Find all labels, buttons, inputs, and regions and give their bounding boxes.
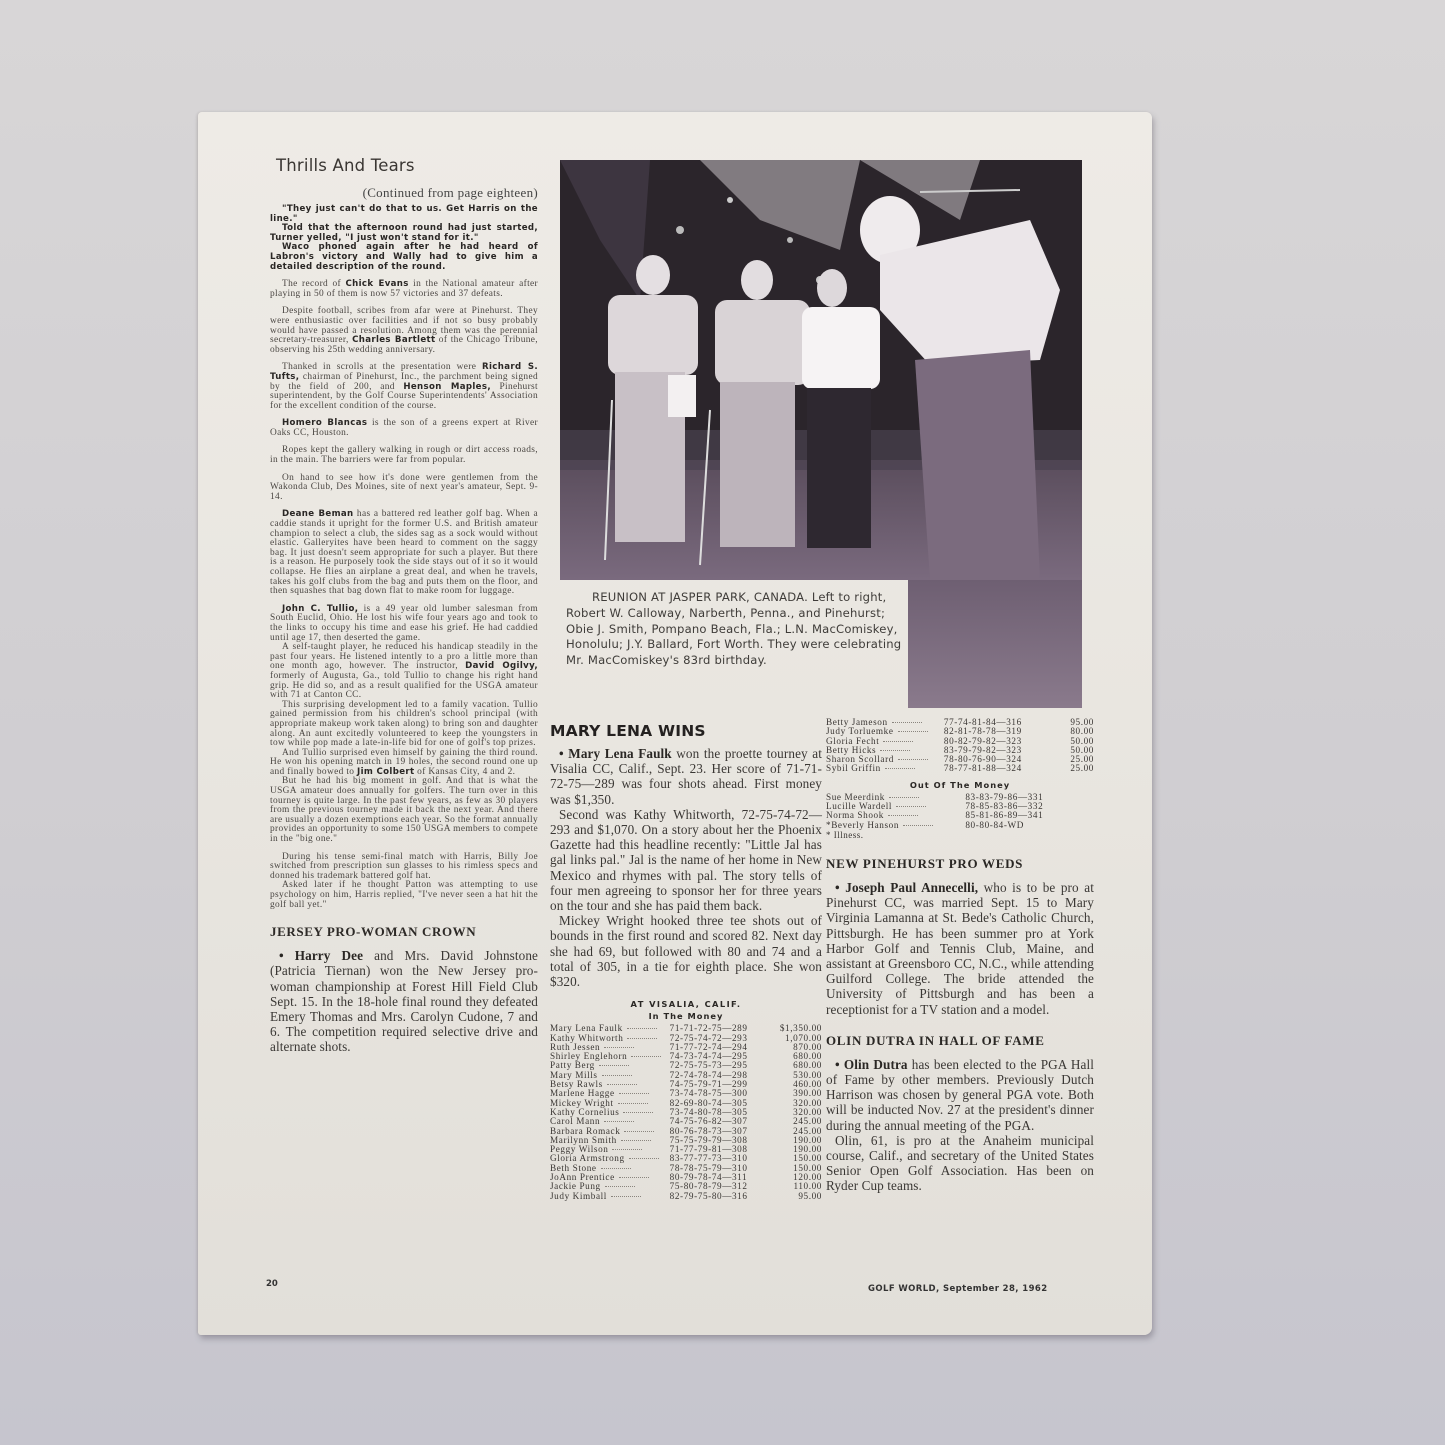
- thrills-paragraph: [270, 205, 538, 224]
- mary-lena-p3: Mickey Wright hooked three tee shots out of bounds in the first round and scored 82. Next day she had 69, but followed with 80 and 74 and a total of 305, in a tie for eighth place. She won $320.: [550, 913, 822, 990]
- bold-name: Charles Bartlett: [352, 335, 436, 346]
- thrills-paragraph: [270, 243, 538, 272]
- player-money: 680.00: [793, 1051, 822, 1062]
- jersey-lead: • Harry Dee: [279, 948, 364, 964]
- thrills-paragraph: [270, 224, 538, 243]
- player-money: 320.00: [793, 1106, 822, 1117]
- player-money: 680.00: [793, 1060, 822, 1071]
- bold-name: Chick Evans: [345, 279, 409, 290]
- player-name: Shirley Englehorn: [550, 1052, 670, 1061]
- player-score: 77-74-81-84—316: [943, 717, 1022, 727]
- player-score: 74-75-79-71—299: [669, 1079, 748, 1090]
- table-row: [550, 1192, 822, 1201]
- thrills-column: [270, 152, 538, 1055]
- player-money: 95.00: [798, 1190, 822, 1201]
- player-money: 50.00: [1070, 735, 1094, 746]
- player-name: Marilynn Smith: [550, 1136, 670, 1145]
- player-money: 110.00: [793, 1181, 822, 1192]
- player-name: Mary Lena Faulk: [550, 1024, 670, 1033]
- in-money-table-part2: [826, 718, 1094, 774]
- player-money: 50.00: [1070, 744, 1094, 755]
- pinehurst-text: who is to be pro at Pinehurst CC, was married Sept. 15 to Mary Virginia Lamanna at St. Bede's Catholic Church, Pittsburgh. He has been summer pro at York Harbor Golf and Tennis Club, Maine, and assistant at Greensboro CC, N.C., while attending Guilford College. The bride attended the University of Pittsburgh and has been a receptionist for a TV station and a model.: [826, 879, 1094, 1017]
- bold-name: Told that the afternoon round had just started, Turner yelled, "I just won't stand for it.": [270, 223, 538, 243]
- magazine-page: [198, 112, 1152, 1335]
- golfers-photo-illustration: [560, 160, 1082, 580]
- player-name: Kathy Cornelius: [550, 1108, 670, 1117]
- bold-name: Deane Beman: [282, 509, 354, 520]
- player-score: 75-80-78-79—312: [669, 1181, 748, 1192]
- player-name: Mickey Wright: [550, 1099, 670, 1108]
- continued-note: (Continued from page eighteen): [362, 185, 538, 200]
- player-name: Marlene Hagge: [550, 1089, 670, 1098]
- player-money: 1,070.00: [785, 1032, 822, 1043]
- illness-footnote: * Illness.: [826, 829, 864, 840]
- bold-name: Jim Colbert: [357, 766, 415, 777]
- right-column: [826, 718, 1094, 1194]
- player-score: 73-74-78-75—300: [669, 1088, 748, 1099]
- player-name: Sue Meerdink: [826, 793, 965, 802]
- thrills-paragraph: During his tense semi-final match with Harris, Billy Joe switched from prescription sun glasses to his rimless specs and donned his trademark battered golf hat.: [270, 851, 538, 881]
- player-money: 245.00: [793, 1116, 822, 1127]
- in-money-table-part1: [550, 1024, 822, 1201]
- player-score: 80-80-84-WD: [965, 819, 1025, 830]
- player-score: 74-75-76-82—307: [669, 1116, 748, 1127]
- player-score: 71-77-79-81—308: [669, 1144, 748, 1155]
- player-score: 80-82-79-82—323: [943, 735, 1022, 746]
- player-money: 25.00: [1070, 754, 1094, 765]
- player-score: 71-77-72-74—294: [669, 1041, 748, 1052]
- player-name: Gloria Fecht: [826, 737, 944, 746]
- jersey-text: and Mrs. David Johnstone (Patricia Tiernan) won the New Jersey pro-woman championship at Forest Hill Field Club Sept. 15. In the 18-hole final round they defeated Emery Thomas and Mrs. Carolyn Cudone, 7 and 6. The competition required selective drive and alternate shots.: [270, 948, 538, 1055]
- player-name: Norma Shook: [826, 811, 965, 820]
- player-name: Betty Jameson: [826, 718, 944, 727]
- bold-name: David Ogilvy,: [465, 661, 538, 672]
- mary-lena-column: [550, 722, 822, 1201]
- player-money: 190.00: [793, 1144, 822, 1155]
- player-score: 83-83-79-86—331: [965, 791, 1044, 802]
- player-name: Kathy Whitworth: [550, 1034, 670, 1043]
- player-name: Betty Hicks: [826, 746, 944, 755]
- player-score: 72-75-74-72—293: [669, 1032, 748, 1043]
- player-money: 245.00: [793, 1125, 822, 1136]
- player-money: 530.00: [793, 1069, 822, 1080]
- thrills-paragraph: Thanked in scrolls at the presentation were Richard S. Tufts, chairman of Pinehurst, Inc., the parchment being signed by the field of 200, and Henson Maples, Pinehurst superintendent, by the Golf Course Superintendents' Association for the excellent condition of the course.: [270, 362, 539, 411]
- player-name: Mary Mills: [550, 1071, 670, 1080]
- photo-caption: [566, 590, 902, 669]
- thrills-paragraph: Asked later if he thought Patton was attempting to use psychology on him, Harris replied, "I've never seen a hat hit the golf ball yet.": [270, 880, 538, 910]
- reunion-photo: [560, 160, 1082, 580]
- bold-name: Homero Blancas: [282, 418, 368, 429]
- pinehurst-body: [826, 880, 1094, 1017]
- player-score: 78-77-81-88—324: [943, 763, 1022, 774]
- player-score: 80-76-78-73—307: [669, 1125, 748, 1136]
- thrills-paragraph: Despite football, scribes from afar were at Pinehurst. They were enthusiastic over facilities and if not so busy probably would have passed a resolution. Among them was the perennial secretary-treasurer, Charles Bartlett of the Chicago Tribune, observing his 25th wedding anniversary.: [270, 306, 538, 355]
- dutra-headline: OLIN DUTRA IN HALL OF FAME: [826, 1032, 1045, 1048]
- player-money: 320.00: [793, 1097, 822, 1108]
- mary-lena-body: [550, 746, 822, 989]
- player-score: 83-77-77-73—310: [669, 1153, 748, 1164]
- player-score: 72-75-75-73—295: [669, 1060, 748, 1071]
- player-score: 74-73-74-74—295: [669, 1051, 748, 1062]
- player-money: 25.00: [1070, 763, 1094, 774]
- thrills-body: [270, 205, 538, 910]
- mary-lena-p2: Second was Kathy Whitworth, 72-75-74-72—293 and $1,070. On a story about her the Phoenix Gazette had this headline recently: "Little Jal has gal links pal." Jal is the name of her home in New Mexico and rhymes with pal. The story tells of four men agreeing to sponsor her for three years on the tour and she has paid them back.: [550, 806, 822, 914]
- mary-lena-p1: won the proette tourney at Visalia CC, Calif., Sept. 23. Her score of 71-71-72-75—289 was four shots ahead. First money was $1,350.: [550, 746, 822, 807]
- thrills-paragraph: Deane Beman has a battered red leather golf bag. When a caddie stands it upright for the former U.S. and British amateur champion to select a club, the sides sag as a sock would without elastic. Galleryites have been heard to comment on the saggy bag. It just doesn't seem appropriate for such a player. But there is a reason. He purposely took the side stays out of it so it would collapse. He flies an airplane a great deal, and when he travels, takes his golf clubs from the bag and puts them on the floor, and then squashes that bag down flat to make room for luggage.: [270, 509, 539, 597]
- pinehurst-headline: NEW PINEHURST PRO WEDS: [826, 855, 1024, 871]
- player-money: $1,350.00: [779, 1023, 822, 1034]
- thrills-paragraph: And Tullio surprised even himself by gaining the third round. He won his opening match in 19 holes, the second round one up and finally bowed to Jim Colbert of Kansas City, 4 and 2.: [270, 747, 538, 777]
- player-name: Betsy Rawls: [550, 1080, 670, 1089]
- pinehurst-lead: • Joseph Paul Annecelli,: [835, 879, 979, 895]
- player-name: Sharon Scollard: [826, 755, 944, 764]
- player-money: 460.00: [793, 1079, 822, 1090]
- player-money: 80.00: [1070, 726, 1094, 737]
- jersey-headline: JERSEY PRO-WOMAN CROWN: [270, 924, 477, 940]
- dutra-p2: Olin, 61, is pro at the Anaheim municipal course, Calif., and secretary of the United States Senior Open Golf Association. Has been on Ryder Cup teams.: [826, 1132, 1094, 1194]
- thrills-title: Thrills And Tears: [276, 156, 415, 175]
- player-score: 85-81-86-89—341: [965, 810, 1044, 821]
- player-name: Judy Torluemke: [826, 727, 944, 736]
- jersey-body: [270, 948, 538, 1054]
- dutra-text: has been elected to the PGA Hall of Fame by other members. Previously Dutch Harrison was chosen by general PGA vote. Both will be inducted Nov. 27 at the president's dinner during the annual meeting of the PGA.: [826, 1056, 1094, 1133]
- caption-text: REUNION AT JASPER PARK, CANADA. Left to right, Robert W. Calloway, Narberth, Penna., and Pinehurst; Obie J. Smith, Pompano Beach, Fla.; L.N. MacComiskey, Honolulu; J.Y. Ballard, Fort Worth. They were celebrating Mr. MacComiskey's 83rd birthday.: [566, 590, 902, 668]
- out-money-label: Out Of The Money: [909, 779, 1011, 790]
- thrills-paragraph: Homero Blancas is the son of a greens expert at River Oaks CC, Houston.: [270, 418, 538, 438]
- player-name: JoAnn Prentice: [550, 1173, 670, 1182]
- player-score: 82-69-80-74—305: [669, 1097, 748, 1108]
- player-money: 190.00: [793, 1134, 822, 1145]
- thrills-paragraph: Ropes kept the gallery walking in rough or dirt access roads, in the main. The barriers were far from popular.: [270, 445, 538, 466]
- player-score: 82-81-78-78—319: [943, 726, 1022, 737]
- player-name: Judy Kimball: [550, 1192, 670, 1201]
- player-money: 870.00: [793, 1041, 822, 1052]
- player-money: 150.00: [793, 1153, 822, 1164]
- player-score: 82-79-75-80—316: [669, 1190, 748, 1201]
- player-money: 150.00: [793, 1162, 822, 1173]
- player-score: 71-71-72-75—289: [669, 1023, 748, 1034]
- thrills-paragraph: On hand to see how it's done were gentlemen from the Wakonda Club, Des Moines, site of next year's amateur, Sept. 9-14.: [270, 472, 538, 502]
- table-row: [826, 764, 1094, 773]
- results-title: AT VISALIA, CALIF.: [630, 999, 742, 1010]
- bold-name: Waco phoned again after he had heard of Labron's victory and Wally had to give him a detailed description of the round.: [270, 242, 538, 272]
- player-score: 83-79-79-82—323: [943, 744, 1022, 755]
- table-row: [826, 821, 1094, 830]
- player-name: Peggy Wilson: [550, 1145, 670, 1154]
- player-name: Sybil Griffin: [826, 764, 944, 773]
- player-name: Gloria Armstrong: [550, 1154, 670, 1163]
- thrills-paragraph: A self-taught player, he reduced his handicap steadily in the past four years. He listened intently to a pro a little more than one month ago, however. The instructor, David Ogilvy, formerly of Augusta, Ga., told Tullio to change his right hand grip. He did so, and as a result qualified for the USGA amateur with 71 at Canton CC.: [270, 642, 538, 701]
- thrills-paragraph: But he had his big moment in golf. And that is what the USGA amateur does annually for golfers. The turn over in this tourney is quite large. In the past few years, as few as 30 players from the previous tourney made it back the next year. And there are usually a dozen exemptions each year. So the format annually provides an opportunity to some 150 USGA members to compete in the "big one.": [270, 776, 538, 845]
- player-score: 78-78-75-79—310: [669, 1162, 748, 1173]
- thrills-paragraph: This surprising development led to a family vacation. Tullio gained permission from his children's school principal (with appropriate makeup work taken along) to bring son and daughter along. An aunt excitedly volunteered to keep the youngsters in tow while pop made a late-in-life bid for one of golf's top prizes.: [270, 699, 538, 749]
- player-name: Jackie Pung: [550, 1182, 670, 1191]
- player-score: 72-74-78-74—298: [669, 1069, 748, 1080]
- mary-lena-lead: • Mary Lena Faulk: [559, 746, 672, 761]
- out-money-table: [826, 793, 1094, 830]
- photo-overhang: [908, 580, 1082, 708]
- player-name: *Beverly Hanson: [826, 821, 965, 830]
- bold-name: Richard S. Tufts,: [270, 362, 538, 382]
- thrills-paragraph: John C. Tullio, is a 49 year old lumber salesman from South Euclid, Ohio. He lost his wife four years ago and took to the links to occupy his time and ease his grief. He had caddied until age 17, then deserted the game.: [270, 603, 538, 643]
- player-score: 73-74-80-78—305: [669, 1106, 748, 1117]
- player-name: Beth Stone: [550, 1164, 670, 1173]
- player-money: 120.00: [793, 1172, 822, 1182]
- bold-name: John C. Tullio,: [282, 603, 359, 614]
- player-name: Lucille Wardell: [826, 802, 965, 811]
- bold-name: "They just can't do that to us. Get Harris on the line.": [270, 204, 538, 224]
- player-money: 95.00: [1070, 717, 1094, 727]
- player-name: Ruth Jessen: [550, 1043, 670, 1052]
- player-score: 75-75-79-79—308: [669, 1134, 748, 1145]
- player-score: 78-85-83-86—332: [965, 801, 1044, 812]
- player-name: Patty Berg: [550, 1061, 670, 1070]
- player-name: Barbara Romack: [550, 1127, 670, 1136]
- player-score: 80-79-78-74—311: [669, 1172, 748, 1182]
- publication-footer: GOLF WORLD, September 28, 1962: [868, 1284, 1048, 1294]
- in-money-label: In The Money: [648, 1011, 724, 1022]
- player-score: 78-80-76-90—324: [943, 754, 1022, 765]
- dutra-body: [826, 1057, 1094, 1194]
- mary-lena-headline: MARY LENA WINS: [550, 722, 706, 740]
- player-name: Carol Mann: [550, 1117, 670, 1126]
- bold-name: Henson Maples,: [403, 381, 491, 392]
- page-number: 20: [266, 1279, 278, 1289]
- player-money: 390.00: [793, 1088, 822, 1099]
- thrills-paragraph: The record of Chick Evans in the National amateur after playing in 50 of them is now 57 victories and 37 defeats.: [270, 279, 539, 299]
- dutra-lead: • Olin Dutra: [835, 1056, 908, 1072]
